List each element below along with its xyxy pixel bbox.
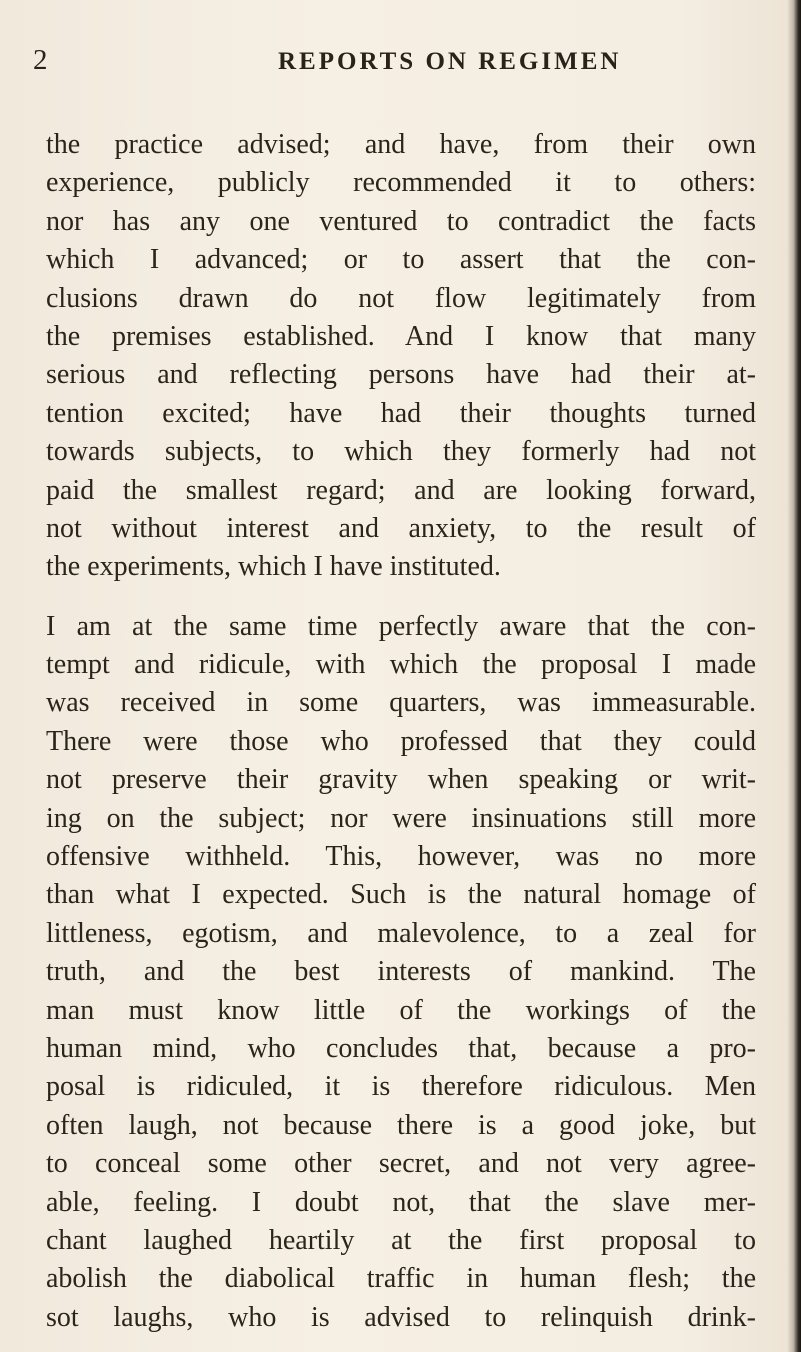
text-line: ing on the subject; nor were insinuations still more: [46, 802, 756, 834]
paragraph-1: [46, 126, 756, 587]
text-line: paid the smallest regard; and are looking forward,: [46, 474, 756, 506]
text-line: sot laughs, who is advised to relinquish drink-: [46, 1301, 756, 1333]
text-line: There were those who professed that they could: [46, 725, 756, 757]
text-line: the premises established. And I know that many: [46, 320, 756, 352]
text-line: was received in some quarters, was immeasurable.: [46, 687, 756, 719]
text-line: than what I expected. Such is the natural homage of: [46, 879, 756, 911]
paragraph-gap: [46, 587, 756, 608]
text-line: not without interest and anxiety, to the result of: [46, 512, 756, 544]
text-line: tention excited; have had their thoughts turned: [46, 397, 756, 429]
text-line: serious and reflecting persons have had their at-: [46, 359, 756, 391]
text-line: offensive withheld. This, however, was no more: [46, 841, 756, 873]
text-line: I am at the same time perfectly aware that the con-: [46, 610, 756, 642]
text-line: clusions drawn do not flow legitimately from: [46, 282, 756, 314]
text-line: human mind, who concludes that, because a pro-: [46, 1032, 756, 1064]
page-header: [33, 43, 753, 83]
text-line: littleness, egotism, and malevolence, to a zeal for: [46, 917, 756, 949]
text-line: tempt and ridicule, with which the proposal I made: [46, 649, 756, 681]
text-line: experience, publicly recommended it to others:: [46, 167, 756, 199]
text-line: often laugh, not because there is a good joke, but: [46, 1109, 756, 1141]
body-text: [46, 126, 756, 1337]
running-head: REPORTS ON REGIMEN: [278, 48, 622, 75]
text-line: not preserve their gravity when speaking or writ-: [46, 764, 756, 796]
text-line: to conceal some other secret, and not very agree-: [46, 1148, 756, 1180]
text-line: the experiments, which I have instituted.: [46, 551, 501, 583]
text-line: towards subjects, to which they formerly had not: [46, 436, 756, 468]
text-line: abolish the diabolical traffic in human flesh; the: [46, 1263, 756, 1295]
text-line: chant laughed heartily at the first proposal to: [46, 1224, 756, 1256]
text-line: which I advanced; or to assert that the con-: [46, 244, 756, 276]
text-line: truth, and the best interests of mankind. The: [46, 956, 756, 988]
text-line: posal is ridiculed, it is therefore ridiculous. Men: [46, 1071, 756, 1103]
text-line: nor has any one ventured to contradict the facts: [46, 205, 756, 237]
page-edge-shadow: [787, 0, 801, 1352]
text-line: able, feeling. I doubt not, that the slave mer-: [46, 1186, 756, 1218]
paragraph-2: [46, 608, 756, 1337]
page-number: 2: [33, 44, 48, 76]
text-line: the practice advised; and have, from their own: [46, 129, 756, 160]
text-line: man must know little of the workings of the: [46, 994, 756, 1026]
